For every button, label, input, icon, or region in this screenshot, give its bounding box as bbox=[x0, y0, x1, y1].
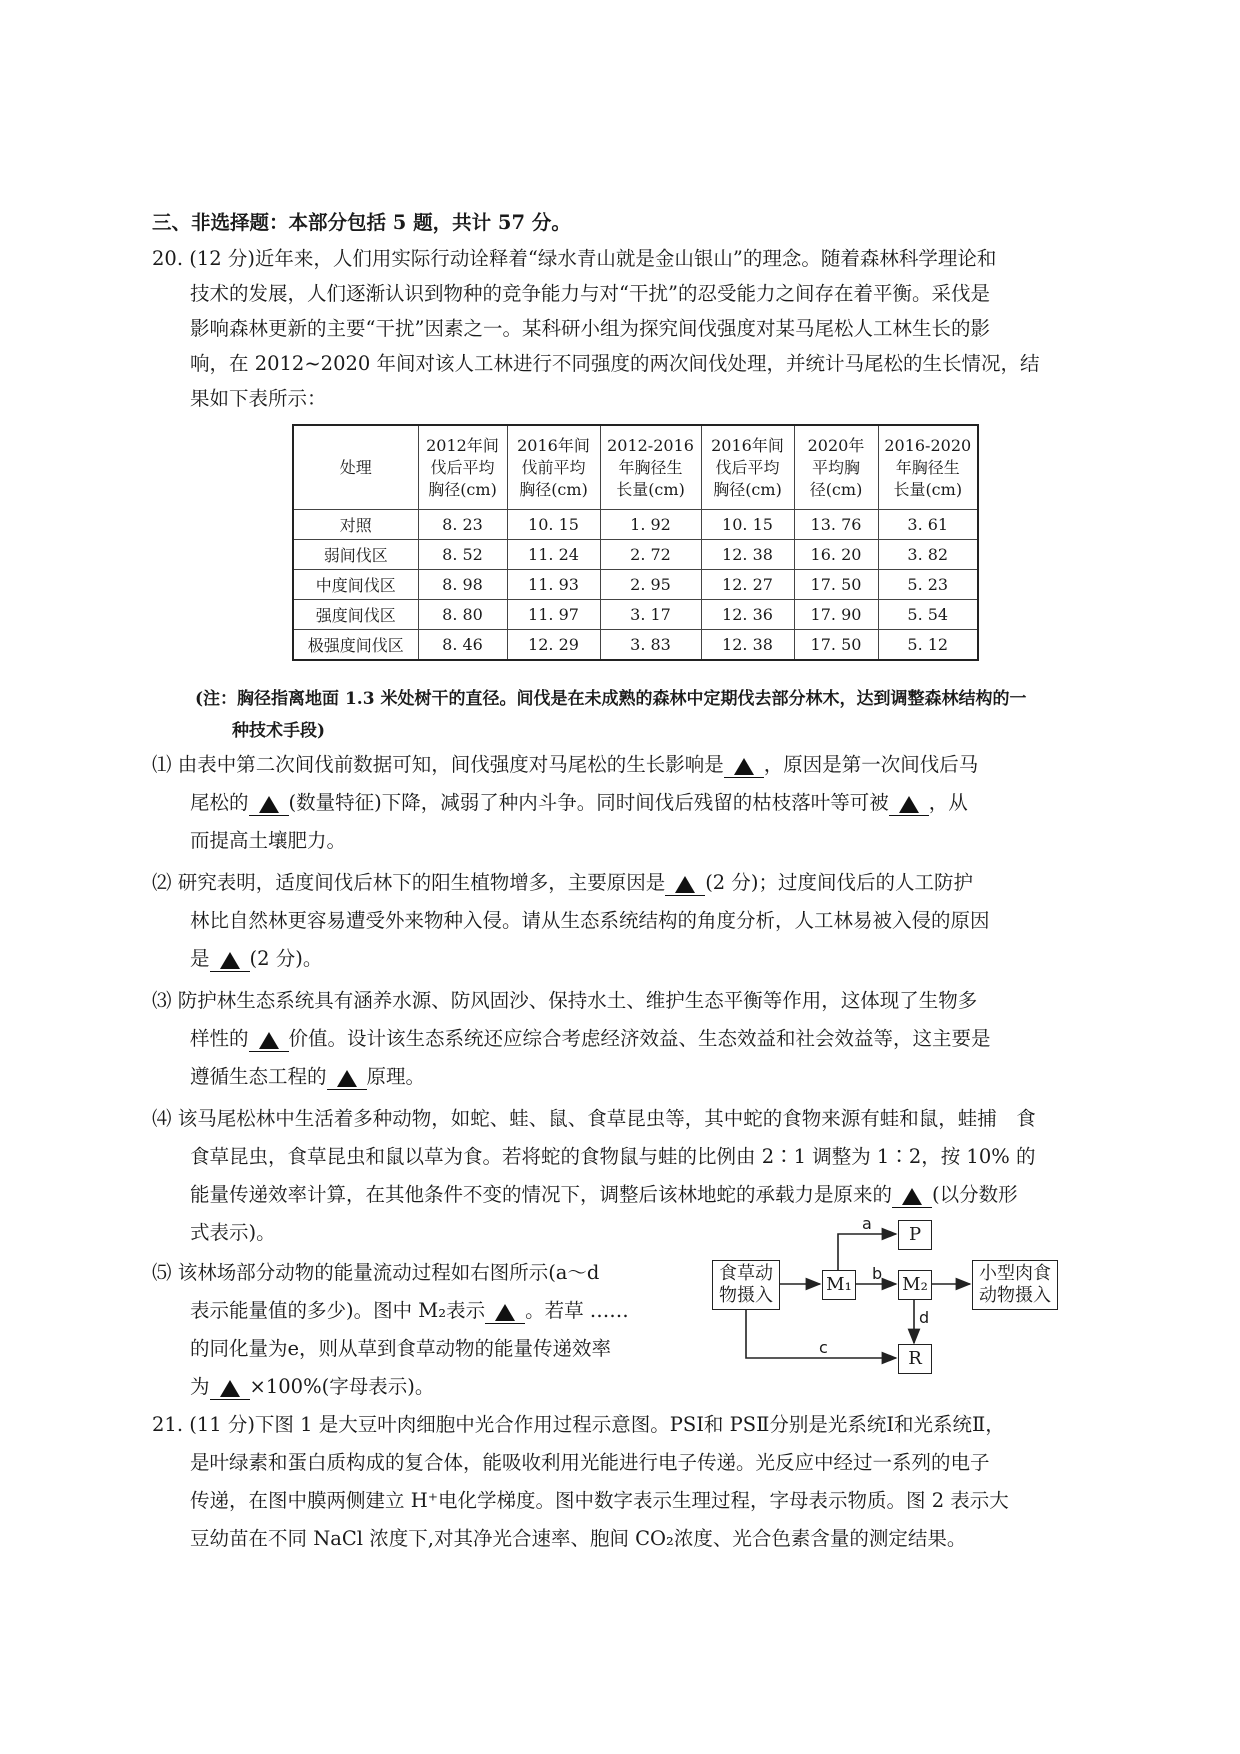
box-r: R bbox=[898, 1344, 932, 1374]
table-row bbox=[293, 540, 978, 570]
table-cell: 12. 29 bbox=[507, 630, 600, 661]
table-cell: 3. 82 bbox=[878, 540, 978, 570]
table-cell: 12. 36 bbox=[701, 600, 794, 630]
answer-blank[interactable] bbox=[249, 793, 289, 816]
triangle-icon bbox=[495, 1304, 515, 1321]
table-cell: 16. 20 bbox=[794, 540, 878, 570]
section-header: 三、非选择题：本部分包括 5 题，共计 57 分。 bbox=[152, 211, 571, 234]
table-cell: 10. 15 bbox=[507, 510, 600, 540]
q21-line-1: 21. (11 分)下图 1 是大豆叶肉细胞中光合作用过程示意图。PSⅠ和 PSⅡ分别是光系统Ⅰ和光系统Ⅱ， bbox=[152, 1413, 1005, 1436]
table-cell: 3. 83 bbox=[600, 630, 701, 661]
table-cell: 17. 50 bbox=[794, 630, 878, 661]
triangle-icon bbox=[902, 1188, 922, 1205]
table-cell: 12. 38 bbox=[701, 630, 794, 661]
table-cell: 5. 54 bbox=[878, 600, 978, 630]
table-header-row bbox=[293, 425, 978, 510]
answer-blank[interactable] bbox=[665, 873, 705, 896]
part1-line-3: 而提高土壤肥力。 bbox=[190, 829, 347, 852]
box-m1: M₁ bbox=[822, 1270, 856, 1300]
part4-line-2: 食草昆虫，食草昆虫和鼠以草为食。若将蛇的食物鼠与蛙的比例由 2∶1 调整为 1∶2，按 10% 的 bbox=[190, 1145, 1036, 1168]
table-cell: 3. 17 bbox=[600, 600, 701, 630]
part3-line-3: 遵循生态工程的 原理。 bbox=[190, 1065, 426, 1088]
q20-line-5: 果如下表所示： bbox=[190, 387, 327, 410]
triangle-icon bbox=[675, 876, 695, 893]
triangle-icon bbox=[220, 952, 240, 969]
table-cell: 8. 23 bbox=[418, 510, 507, 540]
table-cell: 11. 93 bbox=[507, 570, 600, 600]
table-cell: 8. 52 bbox=[418, 540, 507, 570]
label-b: b bbox=[872, 1264, 883, 1283]
part5-line-2: 表示能量值的多少)。图中 M₂表示 。若草 …… bbox=[190, 1299, 629, 1322]
triangle-icon bbox=[337, 1070, 357, 1087]
part3-line-1: ⑶ 防护林生态系统具有涵养水源、防风固沙、保持水土、维护生态平衡等作用，这体现了生物多 bbox=[152, 989, 978, 1012]
table-cell: 2. 95 bbox=[600, 570, 701, 600]
label-a: a bbox=[862, 1214, 872, 1233]
q21-line-3: 传递，在图中膜两侧建立 H⁺电化学梯度。图中数字表示生理过程，字母表示物质。图 2 表示大 bbox=[190, 1489, 1009, 1512]
part2-line-3: 是 (2 分)。 bbox=[190, 947, 323, 970]
table-row bbox=[293, 600, 978, 630]
box-p: P bbox=[898, 1220, 932, 1250]
table-cell: 1. 92 bbox=[600, 510, 701, 540]
answer-blank[interactable] bbox=[210, 949, 250, 972]
table-cell: 3. 61 bbox=[878, 510, 978, 540]
label-c: c bbox=[819, 1338, 828, 1357]
table-header-cell: 2016年间 伐后平均 胸径(cm) bbox=[701, 425, 794, 510]
table-header-cell: 2012年间 伐后平均 胸径(cm) bbox=[418, 425, 507, 510]
note-line-1: (注：胸径指离地面 1.3 米处树干的直径。间伐是在未成熟的森林中定期伐去部分林木，达到调整森林结构的一 bbox=[195, 689, 1027, 709]
table-cell: 8. 98 bbox=[418, 570, 507, 600]
q20-line-4: 响，在 2012~2020 年间对该人工林进行不同强度的两次间伐处理，并统计马尾松的生长情况，结 bbox=[190, 352, 1040, 375]
triangle-icon bbox=[220, 1380, 240, 1397]
table-row bbox=[293, 510, 978, 540]
answer-blank[interactable] bbox=[485, 1301, 525, 1324]
note-line-2: 种技术手段) bbox=[232, 721, 326, 741]
energy-flow-diagram bbox=[712, 1214, 1072, 1376]
part4-line-1: ⑷ 该马尾松林中生活着多种动物，如蛇、蛙、鼠、食草昆虫等，其中蛇的食物来源有蛙和鼠，蛙捕 食 bbox=[152, 1107, 1036, 1130]
answer-blank[interactable] bbox=[210, 1377, 250, 1400]
box-m2: M₂ bbox=[898, 1270, 932, 1300]
table-row-label: 极强度间伐区 bbox=[293, 630, 418, 661]
part4-line-3: 能量传递效率计算，在其他条件不变的情况下，调整后该林地蛇的承载力是原来的 (以分数形 bbox=[190, 1183, 1018, 1206]
q20-line-2: 技术的发展，人们逐渐认识到物种的竞争能力与对“干扰”的忍受能力之间存在着平衡。采伐是 bbox=[190, 282, 990, 305]
part1-line-1: ⑴ 由表中第二次间伐前数据可知，间伐强度对马尾松的生长影响是 ，原因是第一次间伐后马 bbox=[152, 753, 979, 776]
table-header-cell: 2016-2020 年胸径生 长量(cm) bbox=[878, 425, 978, 510]
box-herbivore-intake: 食草动 物摄入 bbox=[712, 1260, 780, 1310]
part5-line-4: 为 ×100%(字母表示)。 bbox=[190, 1375, 435, 1398]
table-cell: 5. 12 bbox=[878, 630, 978, 661]
table-cell: 12. 38 bbox=[701, 540, 794, 570]
answer-blank[interactable] bbox=[892, 1185, 932, 1208]
table-cell: 12. 27 bbox=[701, 570, 794, 600]
table-row-label: 对照 bbox=[293, 510, 418, 540]
answer-blank[interactable] bbox=[249, 1029, 289, 1052]
table-cell: 8. 46 bbox=[418, 630, 507, 661]
triangle-icon bbox=[259, 1032, 279, 1049]
table-cell: 11. 24 bbox=[507, 540, 600, 570]
table-row bbox=[293, 570, 978, 600]
table-row-label: 中度间伐区 bbox=[293, 570, 418, 600]
table-header-cell: 2012-2016 年胸径生 长量(cm) bbox=[600, 425, 701, 510]
q21-line-2: 是叶绿素和蛋白质构成的复合体，能吸收利用光能进行电子传递。光反应中经过一系列的电子 bbox=[190, 1451, 990, 1474]
triangle-icon bbox=[259, 796, 279, 813]
answer-blank[interactable] bbox=[327, 1067, 367, 1090]
part5-line-3: 的同化量为e，则从草到食草动物的能量传递效率 bbox=[190, 1337, 612, 1360]
growth-table bbox=[292, 424, 979, 661]
part1-line-2: 尾松的 (数量特征)下降，减弱了种内斗争。同时间伐后残留的枯枝落叶等可被 ，从 bbox=[190, 791, 968, 814]
label-d: d bbox=[919, 1308, 930, 1327]
part4-line-4: 式表示)。 bbox=[190, 1221, 276, 1244]
table-cell: 17. 90 bbox=[794, 600, 878, 630]
table-header-cell: 处理 bbox=[293, 425, 418, 510]
table-row-label: 强度间伐区 bbox=[293, 600, 418, 630]
q20-line-3: 影响森林更新的主要“干扰”因素之一。某科研小组为探究间伐强度对某马尾松人工林生长的影 bbox=[190, 317, 990, 340]
part2-line-2: 林比自然林更容易遭受外来物种入侵。请从生态系统结构的角度分析，人工林易被入侵的原因 bbox=[190, 909, 990, 932]
part5-line-1: ⑸ 该林场部分动物的能量流动过程如右图所示(a～d bbox=[152, 1261, 600, 1284]
table-cell: 13. 76 bbox=[794, 510, 878, 540]
box-small-carnivore-intake: 小型肉食 动物摄入 bbox=[972, 1260, 1058, 1310]
table-cell: 17. 50 bbox=[794, 570, 878, 600]
table-row-label: 弱间伐区 bbox=[293, 540, 418, 570]
table-cell: 10. 15 bbox=[701, 510, 794, 540]
table-row bbox=[293, 630, 978, 661]
q21-line-4: 豆幼苗在不同 NaCl 浓度下,对其净光合速率、胞间 CO₂浓度、光合色素含量的测定结果。 bbox=[190, 1527, 967, 1550]
triangle-icon bbox=[899, 796, 919, 813]
table-header-cell: 2020年 平均胸 径(cm) bbox=[794, 425, 878, 510]
arrow-m1-p bbox=[838, 1234, 896, 1271]
answer-blank[interactable] bbox=[889, 793, 929, 816]
q20-line-1: 20. (12 分)近年来，人们用实际行动诠释着“绿水青山就是金山银山”的理念。随着森林科学理论和 bbox=[152, 247, 997, 270]
table-cell: 2. 72 bbox=[600, 540, 701, 570]
part3-line-2: 样性的 价值。设计该生态系统还应综合考虑经济效益、生态效益和社会效益等，这主要是 bbox=[190, 1027, 991, 1050]
table-body bbox=[293, 425, 978, 660]
answer-blank[interactable] bbox=[724, 755, 764, 778]
table-cell: 11. 97 bbox=[507, 600, 600, 630]
table-header-cell: 2016年间 伐前平均 胸径(cm) bbox=[507, 425, 600, 510]
triangle-icon bbox=[734, 758, 754, 775]
part2-line-1: ⑵ 研究表明，适度间伐后林下的阳生植物增多，主要原因是 (2 分)；过度间伐后的人工防护 bbox=[152, 871, 974, 894]
table-cell: 5. 23 bbox=[878, 570, 978, 600]
table-cell: 8. 80 bbox=[418, 600, 507, 630]
